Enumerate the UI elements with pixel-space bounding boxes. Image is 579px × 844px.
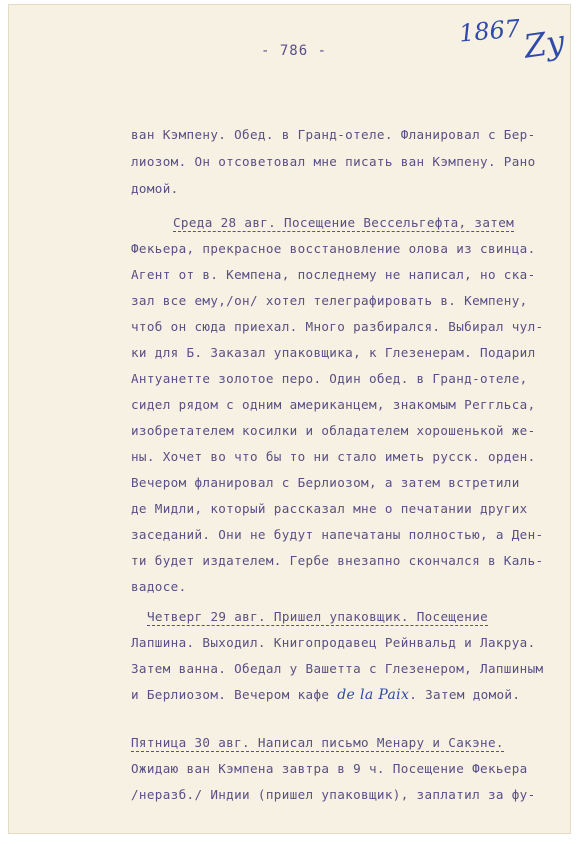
entry-heading-friday xyxy=(131,735,504,750)
text-line: Лапшина. Выходил. Книгопродавец Рейнвальд и Лакруа. xyxy=(131,635,536,650)
handwritten-year: 1867 xyxy=(457,14,522,48)
handwritten-mark: Zy xyxy=(521,22,567,66)
text-line: домой. xyxy=(131,181,179,196)
text-line: де Мидли, который рассказал мне о печатании других xyxy=(131,501,528,516)
text-line: ки для Б. Заказал упаковщика, к Глезенерам. Подарил xyxy=(131,345,536,360)
text-line: изобретателем косилки и обладателем хорошенькой же- xyxy=(131,423,536,438)
entry-heading-thursday xyxy=(147,609,488,624)
text-line-with-insert: и Берлиозом. Вечером кафе de la Paix. Затем домой. xyxy=(131,687,521,703)
text-line: и Берлиозом. Вечером кафе xyxy=(131,687,330,702)
text-line: Затем ванна. Обедал у Вашетта с Глезенером, Лапшиным xyxy=(131,661,544,676)
document-page xyxy=(8,4,571,834)
text-line: /неразб./ Индии (пришел упаковщик), заплатил за фу- xyxy=(131,787,536,802)
text-line: Ожидаю ван Кэмпена завтра в 9 ч. Посещение Фекьера xyxy=(131,761,528,776)
text-line: сидел рядом с одним американцем, знакомым Реггльса, xyxy=(131,397,536,412)
text-line: Вечером фланировал с Берлиозом, а затем встретили xyxy=(131,475,520,490)
text-line: чтоб он сюда приехал. Много разбирался. Выбирал чул- xyxy=(131,319,544,334)
text-line: ны. Хочет во что бы то ни стало иметь русск. орден. xyxy=(131,449,536,464)
text-line: Антуанетте золотое перо. Один обед. в Гранд-отеле, xyxy=(131,371,528,386)
text-line: Фекьера, прекрасное восстановление олова из свинца. xyxy=(131,241,536,256)
text-line: лиозом. Он отсоветовал мне писать ван Кэмпену. Рано xyxy=(131,154,536,169)
text-line: Среда 28 авг. Посещение Вессельгефта, затем xyxy=(173,215,515,230)
handwritten-insert: de la Paix xyxy=(337,687,410,703)
text-line: ван Кэмпену. Обед. в Гранд-отеле. Фланировал с Бер- xyxy=(131,127,536,142)
text-line: ти будет издателем. Гербе внезапно скончался в Каль- xyxy=(131,553,544,568)
entry-heading-wednesday xyxy=(173,215,514,230)
page-number: - 786 - xyxy=(261,43,328,59)
text-line: Пятница 30 авг. Написал письмо Менару и Сакэне. xyxy=(131,735,504,750)
text-line: Затем домой. xyxy=(425,687,521,702)
text-line: зал все ему,/он/ хотел телеграфировать в. Кемпену, xyxy=(131,293,528,308)
text-line: вадосе. xyxy=(131,579,187,594)
text-line: Четверг 29 авг. Пришел упаковщик. Посещение xyxy=(147,609,489,624)
text-line: заседаний. Они не будут напечатаны полностью, а Ден- xyxy=(131,527,544,542)
text-line: Агент от в. Кемпена, последнему не написал, но ска- xyxy=(131,267,536,282)
